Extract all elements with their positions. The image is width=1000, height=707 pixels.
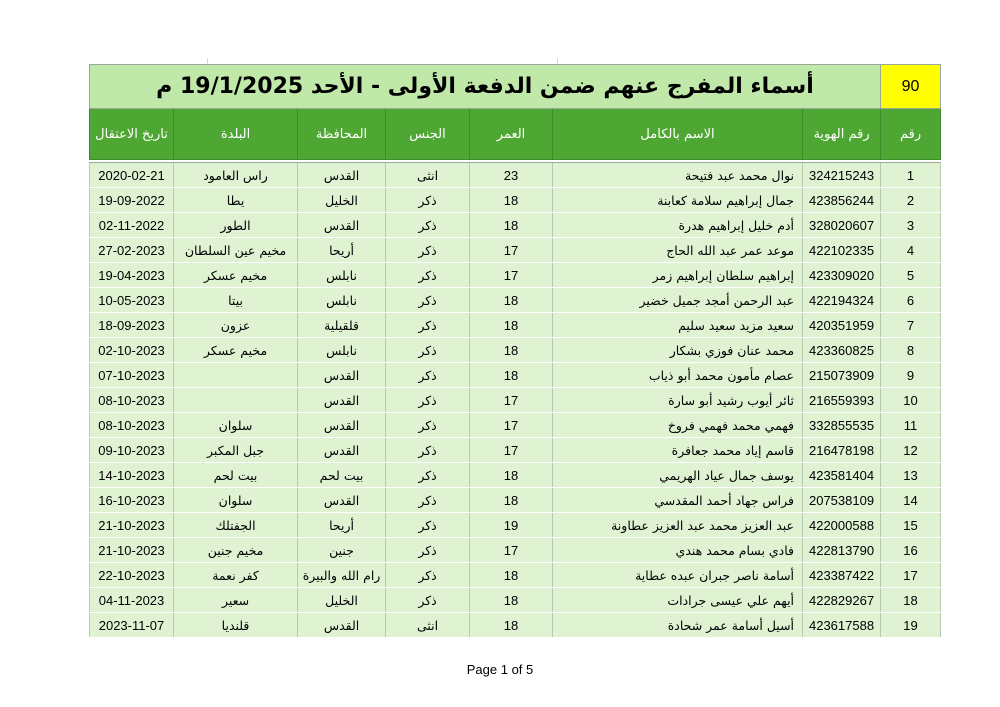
- cell-age: 17: [470, 413, 553, 438]
- cell-age: 17: [470, 438, 553, 463]
- cell-arrest-date: 07-10-2023: [90, 363, 174, 388]
- cell-arrest-date: 02-11-2022: [90, 213, 174, 238]
- table-row: [90, 613, 941, 638]
- cell-gender: ذكر: [386, 338, 470, 363]
- cell-arrest-date: 08-10-2023: [90, 388, 174, 413]
- cell-arrest-date: 19-04-2023: [90, 263, 174, 288]
- cell-arrest-date: 10-05-2023: [90, 288, 174, 313]
- table-row: [90, 513, 941, 538]
- cell-age: 17: [470, 238, 553, 263]
- cell-arrest-date: 04-11-2023: [90, 588, 174, 613]
- cell-gender: ذكر: [386, 488, 470, 513]
- table-row: [90, 563, 941, 588]
- cell-arrest-date: 2023-11-07: [90, 613, 174, 638]
- cell-governorate: القدس: [298, 613, 386, 638]
- cell-arrest-date: 22-10-2023: [90, 563, 174, 588]
- cell-num: 13: [881, 463, 941, 488]
- table-row: [90, 338, 941, 363]
- cell-name: محمد عنان فوزي بشكار: [553, 338, 803, 363]
- cell-arrest-date: 18-09-2023: [90, 313, 174, 338]
- cell-town: مخيم جنين: [174, 538, 298, 563]
- cell-town: مخيم عسكر: [174, 338, 298, 363]
- cell-gender: ذكر: [386, 563, 470, 588]
- cell-num: 14: [881, 488, 941, 513]
- cell-name: عبد العزيز محمد عبد العزيز عطاونة: [553, 513, 803, 538]
- cell-name: سعيد مزيد سعيد سليم: [553, 313, 803, 338]
- cell-age: 18: [470, 313, 553, 338]
- cell-id: 216478198: [803, 438, 881, 463]
- cell-id: 207538109: [803, 488, 881, 513]
- cell-age: 18: [470, 488, 553, 513]
- cell-arrest-date: 19-09-2022: [90, 188, 174, 213]
- cell-governorate: أريحا: [298, 238, 386, 263]
- cell-governorate: القدس: [298, 213, 386, 238]
- cell-gender: انثى: [386, 163, 470, 188]
- cell-age: 17: [470, 263, 553, 288]
- cell-arrest-date: 2020-02-21: [90, 163, 174, 188]
- cell-governorate: القدس: [298, 388, 386, 413]
- cell-governorate: الخليل: [298, 588, 386, 613]
- cell-age: 23: [470, 163, 553, 188]
- cell-governorate: أريحا: [298, 513, 386, 538]
- cell-town: سلوان: [174, 488, 298, 513]
- cell-age: 19: [470, 513, 553, 538]
- cell-name: أيهم علي عيسى جرادات: [553, 588, 803, 613]
- header-row: [90, 109, 941, 160]
- cell-id: 422813790: [803, 538, 881, 563]
- cell-gender: ذكر: [386, 388, 470, 413]
- cell-age: 18: [470, 588, 553, 613]
- cell-arrest-date: 14-10-2023: [90, 463, 174, 488]
- table-row: [90, 238, 941, 263]
- title-row: [90, 65, 941, 109]
- cell-age: 18: [470, 463, 553, 488]
- cell-governorate: الخليل: [298, 188, 386, 213]
- cell-gender: ذكر: [386, 463, 470, 488]
- cell-num: 18: [881, 588, 941, 613]
- cell-age: 17: [470, 388, 553, 413]
- cell-id: 216559393: [803, 388, 881, 413]
- cell-id: 422102335: [803, 238, 881, 263]
- cell-num: 11: [881, 413, 941, 438]
- cell-num: 8: [881, 338, 941, 363]
- cell-town: مخيم عسكر: [174, 263, 298, 288]
- cell-town: [174, 363, 298, 388]
- table-row: [90, 313, 941, 338]
- cell-town: جبل المكبر: [174, 438, 298, 463]
- cell-gender: ذكر: [386, 363, 470, 388]
- cell-gender: ذكر: [386, 288, 470, 313]
- cell-age: 18: [470, 363, 553, 388]
- cell-id: 423617588: [803, 613, 881, 638]
- header-num: رقم: [881, 109, 941, 160]
- cell-name: قاسم إياد محمد جعافرة: [553, 438, 803, 463]
- cell-id: 328020607: [803, 213, 881, 238]
- cell-arrest-date: 16-10-2023: [90, 488, 174, 513]
- page-footer: Page 1 of 5: [466, 662, 534, 677]
- cell-id: 422194324: [803, 288, 881, 313]
- cell-name: نوال محمد عبد فتيحة: [553, 163, 803, 188]
- cell-gender: ذكر: [386, 513, 470, 538]
- cell-governorate: القدس: [298, 438, 386, 463]
- cell-town: يطا: [174, 188, 298, 213]
- cell-governorate: جنين: [298, 538, 386, 563]
- cell-num: 2: [881, 188, 941, 213]
- cell-age: 17: [470, 538, 553, 563]
- cell-name: يوسف جمال عياد الهريمي: [553, 463, 803, 488]
- cell-governorate: نابلس: [298, 263, 386, 288]
- cell-num: 4: [881, 238, 941, 263]
- cell-id: 215073909: [803, 363, 881, 388]
- cell-town: راس العامود: [174, 163, 298, 188]
- cell-id: 423309020: [803, 263, 881, 288]
- header-age: العمر: [470, 109, 553, 160]
- cell-age: 18: [470, 188, 553, 213]
- header-arrest-date: تاريخ الاعتقال: [90, 109, 174, 160]
- cell-town: الجفتلك: [174, 513, 298, 538]
- cell-town: بيتا: [174, 288, 298, 313]
- cell-num: 16: [881, 538, 941, 563]
- table-row: [90, 438, 941, 463]
- cell-gender: ذكر: [386, 263, 470, 288]
- cell-name: أسامة ناصر جبران عبده عطاية: [553, 563, 803, 588]
- cell-town: قلنديا: [174, 613, 298, 638]
- count-badge: 90: [881, 65, 941, 109]
- cell-gender: ذكر: [386, 188, 470, 213]
- cell-name: جمال إبراهيم سلامة كعابنة: [553, 188, 803, 213]
- cell-town: بيت لحم: [174, 463, 298, 488]
- cell-arrest-date: 09-10-2023: [90, 438, 174, 463]
- cell-gender: ذكر: [386, 588, 470, 613]
- cell-arrest-date: 21-10-2023: [90, 513, 174, 538]
- cell-governorate: رام الله والبيرة: [298, 563, 386, 588]
- table-row: [90, 538, 941, 563]
- cell-gender: ذكر: [386, 413, 470, 438]
- cell-town: عزون: [174, 313, 298, 338]
- cell-id: 324215243: [803, 163, 881, 188]
- table-row: [90, 213, 941, 238]
- table-row: [90, 188, 941, 213]
- cell-name: عبد الرحمن أمجد جميل خضير: [553, 288, 803, 313]
- cell-id: 423360825: [803, 338, 881, 363]
- cell-num: 6: [881, 288, 941, 313]
- cell-governorate: نابلس: [298, 288, 386, 313]
- cell-governorate: بيت لحم: [298, 463, 386, 488]
- table-row: [90, 413, 941, 438]
- page-title: أسماء المفرج عنهم ضمن الدفعة الأولى - الأحد 19/1/2025 م: [90, 65, 881, 109]
- header-id: رقم الهوية: [803, 109, 881, 160]
- header-governorate: المحافظة: [298, 109, 386, 160]
- cell-num: 19: [881, 613, 941, 638]
- cell-gender: انثى: [386, 613, 470, 638]
- cell-age: 18: [470, 213, 553, 238]
- cell-governorate: نابلس: [298, 338, 386, 363]
- cell-id: 423581404: [803, 463, 881, 488]
- cell-id: 422829267: [803, 588, 881, 613]
- cell-num: 10: [881, 388, 941, 413]
- cell-name: أسيل أسامة عمر شحادة: [553, 613, 803, 638]
- cell-id: 420351959: [803, 313, 881, 338]
- table-row: [90, 363, 941, 388]
- cell-gender: ذكر: [386, 238, 470, 263]
- cell-governorate: القدس: [298, 363, 386, 388]
- cell-num: 12: [881, 438, 941, 463]
- cell-id: 423856244: [803, 188, 881, 213]
- cell-town: الطور: [174, 213, 298, 238]
- cell-id: 332855535: [803, 413, 881, 438]
- table-row: [90, 288, 941, 313]
- cell-arrest-date: 02-10-2023: [90, 338, 174, 363]
- cell-gender: ذكر: [386, 438, 470, 463]
- cell-name: فراس جهاد أحمد المقدسي: [553, 488, 803, 513]
- table-row: [90, 388, 941, 413]
- cell-name: أدم خليل إبراهيم هدرة: [553, 213, 803, 238]
- header-gender: الجنس: [386, 109, 470, 160]
- cell-town: كفر نعمة: [174, 563, 298, 588]
- cell-name: إبراهيم سلطان إبراهيم زمر: [553, 263, 803, 288]
- table-row: [90, 588, 941, 613]
- cell-name: ثائر أيوب رشيد أبو سارة: [553, 388, 803, 413]
- cell-num: 15: [881, 513, 941, 538]
- cell-name: فادي بسام محمد هندي: [553, 538, 803, 563]
- cell-age: 18: [470, 613, 553, 638]
- table-row: [90, 463, 941, 488]
- header-name: الاسم بالكامل: [553, 109, 803, 160]
- cell-name: فهمي محمد فهمي فروخ: [553, 413, 803, 438]
- released-prisoners-table: [89, 64, 941, 638]
- cell-gender: ذكر: [386, 313, 470, 338]
- cell-town: سلوان: [174, 413, 298, 438]
- cell-town: سعير: [174, 588, 298, 613]
- cell-num: 5: [881, 263, 941, 288]
- cell-governorate: القدس: [298, 163, 386, 188]
- cell-num: 1: [881, 163, 941, 188]
- table-row: [90, 163, 941, 188]
- cell-num: 7: [881, 313, 941, 338]
- cell-name: عصام مأمون محمد أبو ذياب: [553, 363, 803, 388]
- cell-num: 17: [881, 563, 941, 588]
- cell-arrest-date: 27-02-2023: [90, 238, 174, 263]
- cell-arrest-date: 21-10-2023: [90, 538, 174, 563]
- cell-gender: ذكر: [386, 538, 470, 563]
- cell-town: مخيم عين السلطان: [174, 238, 298, 263]
- cell-name: موعد عمر عبد الله الحاج: [553, 238, 803, 263]
- cell-governorate: القدس: [298, 413, 386, 438]
- cell-id: 423387422: [803, 563, 881, 588]
- cell-num: 3: [881, 213, 941, 238]
- table-row: [90, 263, 941, 288]
- cell-age: 18: [470, 338, 553, 363]
- table-row: [90, 488, 941, 513]
- cell-town: [174, 388, 298, 413]
- cell-num: 9: [881, 363, 941, 388]
- header-town: البلدة: [174, 109, 298, 160]
- cell-governorate: قلقيلية: [298, 313, 386, 338]
- cell-id: 422000588: [803, 513, 881, 538]
- cell-age: 18: [470, 563, 553, 588]
- cell-governorate: القدس: [298, 488, 386, 513]
- cell-age: 18: [470, 288, 553, 313]
- cell-arrest-date: 08-10-2023: [90, 413, 174, 438]
- cell-gender: ذكر: [386, 213, 470, 238]
